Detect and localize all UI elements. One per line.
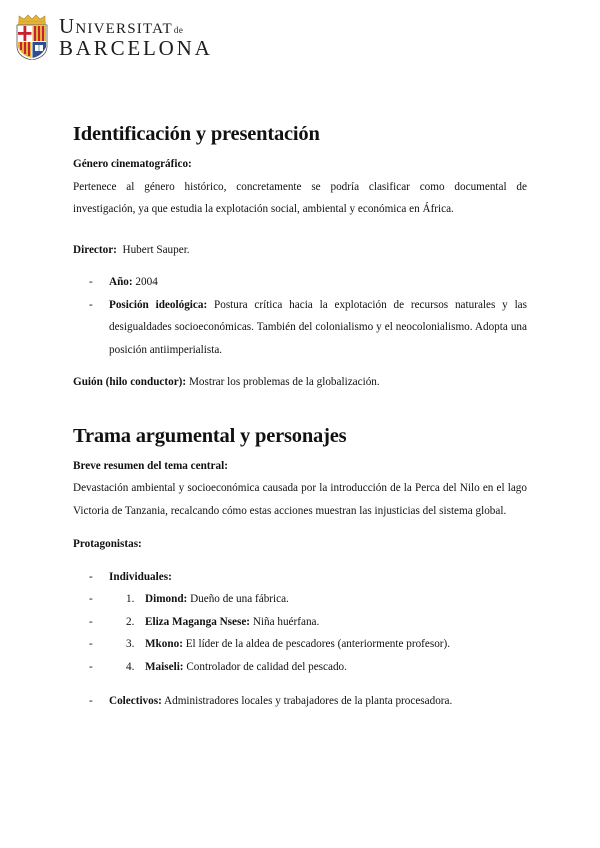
university-logo [14, 14, 213, 60]
item-number: - 1. [126, 593, 135, 605]
university-crest-icon [14, 14, 50, 60]
list-item [73, 690, 527, 713]
character-desc: El líder de la aldea de pescadores (anteriormente profesor). [185, 638, 451, 650]
logo-line1: Universitat [59, 13, 173, 38]
collective-value: Administradores locales y trabajadores de la planta procesadora. [164, 695, 453, 707]
ideology-label: Posición ideológica: [109, 298, 208, 311]
summary-text: Devastación ambiental y socioeconómica causada por la introducción de la Perca del Nilo en el lago Victoria de Tanzania, recalcando cómo estas acciones muestran las injusticias del sistema global. [73, 482, 527, 517]
list-item [73, 656, 527, 679]
collective-label: Colectivos: [109, 695, 162, 707]
character-name: Dimond: [145, 593, 188, 605]
list-item [73, 566, 527, 679]
character-name: Mkono: [145, 638, 183, 650]
item-number: - 4. [126, 660, 135, 673]
year-value: 2004 [135, 276, 158, 288]
character-name: Maiseli: [145, 660, 184, 673]
section-title-trama: Trama argumental y personajes [73, 424, 347, 447]
list-item [73, 588, 527, 611]
guion-line [73, 371, 527, 394]
item-number: - 3. [126, 638, 135, 650]
list-item [73, 271, 527, 294]
genre-line-2: investigación, ya que estudia la explotación social, ambiental y económica en África. [73, 203, 454, 215]
individuals-list [73, 588, 527, 678]
list-item [73, 611, 527, 634]
genre-label: Género cinematográfico: [73, 158, 192, 170]
section-title-identificacion: Identificación y presentación [73, 123, 320, 145]
character-desc: Dueño de una fábrica. [190, 593, 289, 605]
director-value: Hubert Sauper. [122, 243, 190, 256]
year-label: Año: [109, 276, 133, 288]
film-details-list [73, 271, 527, 361]
director-label: Director: [73, 243, 117, 256]
list-item [73, 633, 527, 656]
protagonists-list [73, 566, 527, 713]
genre-line-1: Pertenece al género histórico, concretamente se podría clasificar como documental de [73, 180, 527, 193]
list-item [73, 294, 527, 362]
logo-line2: BARCELONA [59, 35, 213, 60]
summary-label: Breve resumen del tema central: [73, 459, 228, 472]
guion-label: Guión (hilo conductor): [73, 376, 187, 388]
individual-label: Individuales: [109, 570, 172, 583]
guion-value: Mostrar los problemas de la globalización. [188, 376, 380, 388]
document-body [73, 120, 527, 713]
character-name: Eliza Maganga Nsese: [145, 615, 251, 628]
character-desc: Niña huérfana. [252, 615, 320, 628]
character-desc: Controlador de calidad del pescado. [186, 660, 347, 673]
logo-de: de [173, 24, 184, 35]
ideology-value: Postura crítica hacia la explotación de recursos naturales y las desigualdades socioeconómicas. También del colonialismo y el neocolonialismo. Adopta una posición antiimperialista. [109, 298, 528, 356]
item-number: - 2. [126, 615, 135, 628]
director-line [73, 239, 527, 262]
protagonists-label: Protagonistas: [73, 538, 142, 550]
